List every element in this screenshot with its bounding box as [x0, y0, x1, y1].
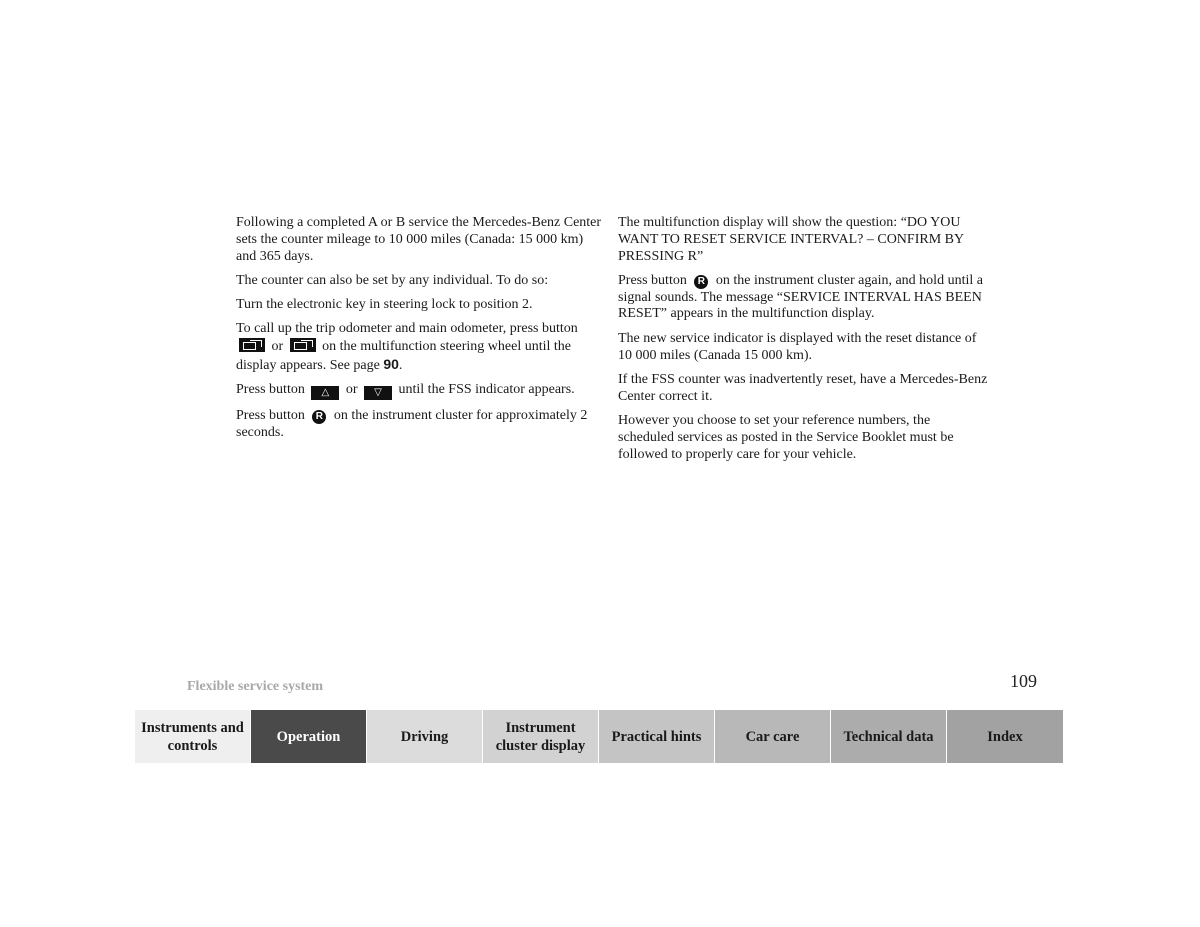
tab-index[interactable]: Index [947, 710, 1063, 763]
text: on the multifunction steering wheel until the display appears. See page [236, 339, 572, 374]
section-title: Flexible service system [187, 679, 324, 694]
paragraph [618, 273, 988, 323]
text: Press button [618, 272, 687, 288]
reset-button-icon: R [312, 410, 326, 424]
tab-operation[interactable]: Operation [251, 710, 366, 763]
paragraph [236, 408, 606, 442]
left-column [236, 215, 606, 449]
paragraph: The counter can also be set by any individual. To do so: [236, 272, 549, 288]
tab-car-care[interactable]: Car care [715, 710, 830, 763]
text: on the instrument cluster for approximately 2 seconds. [236, 407, 588, 440]
paragraph [236, 382, 606, 400]
page-reference-link[interactable]: 90 [383, 356, 399, 373]
text: until the FSS indicator appears. [398, 382, 575, 398]
paragraph: The multifunction display will show the question: “DO YOU WANT TO RESET SERVICE INTERVAL? – CONFIRM BY PRESSING R” [618, 215, 964, 264]
page-number: 109 [1010, 671, 1037, 691]
paragraph: If the FSS counter was inadvertently reset, have a Mercedes-Benz Center correct it. [618, 371, 988, 404]
up-arrow-button-icon: △ [311, 386, 339, 400]
paragraph [236, 321, 606, 374]
chapter-navigation [135, 710, 1063, 763]
text: To call up the trip odometer and main odometer, press button [236, 321, 578, 337]
paragraph: Turn the electronic key in steering lock to position 2. [236, 297, 533, 313]
down-arrow-button-icon: ▽ [364, 386, 392, 400]
text: Press button [236, 382, 305, 398]
tab-instrument-cluster-display[interactable]: Instrument cluster display [483, 710, 598, 763]
text: or [271, 339, 284, 355]
text: or [345, 382, 358, 398]
text: . [398, 358, 403, 374]
paragraph: However you choose to set your reference numbers, the scheduled services as posted in the Service Booklet must be followed to properly care for your vehicle. [618, 412, 954, 462]
tab-instruments-and-controls[interactable]: Instruments and controls [135, 710, 250, 763]
paragraph: Following a completed A or B service the Mercedes-Benz Center sets the counter mileage to 10 000 miles (Canada: 15 000 km) and 365 days. [236, 215, 602, 264]
reset-button-icon: R [694, 275, 708, 289]
right-column [618, 215, 988, 471]
paragraph: The new service indicator is displayed with the reset distance of 10 000 miles (Canada 15 000 km). [618, 330, 977, 363]
tab-practical-hints[interactable]: Practical hints [599, 710, 714, 763]
text: on the instrument cluster again, and hold until a signal sounds. The message “SERVICE INTERVAL HAS BEEN RESET” appears in the multifunction display. [618, 272, 983, 322]
tab-driving[interactable]: Driving [367, 710, 482, 763]
text: Press button [236, 407, 305, 423]
display-button-icon [290, 338, 316, 352]
display-button-icon [239, 338, 265, 352]
tab-technical-data[interactable]: Technical data [831, 710, 946, 763]
